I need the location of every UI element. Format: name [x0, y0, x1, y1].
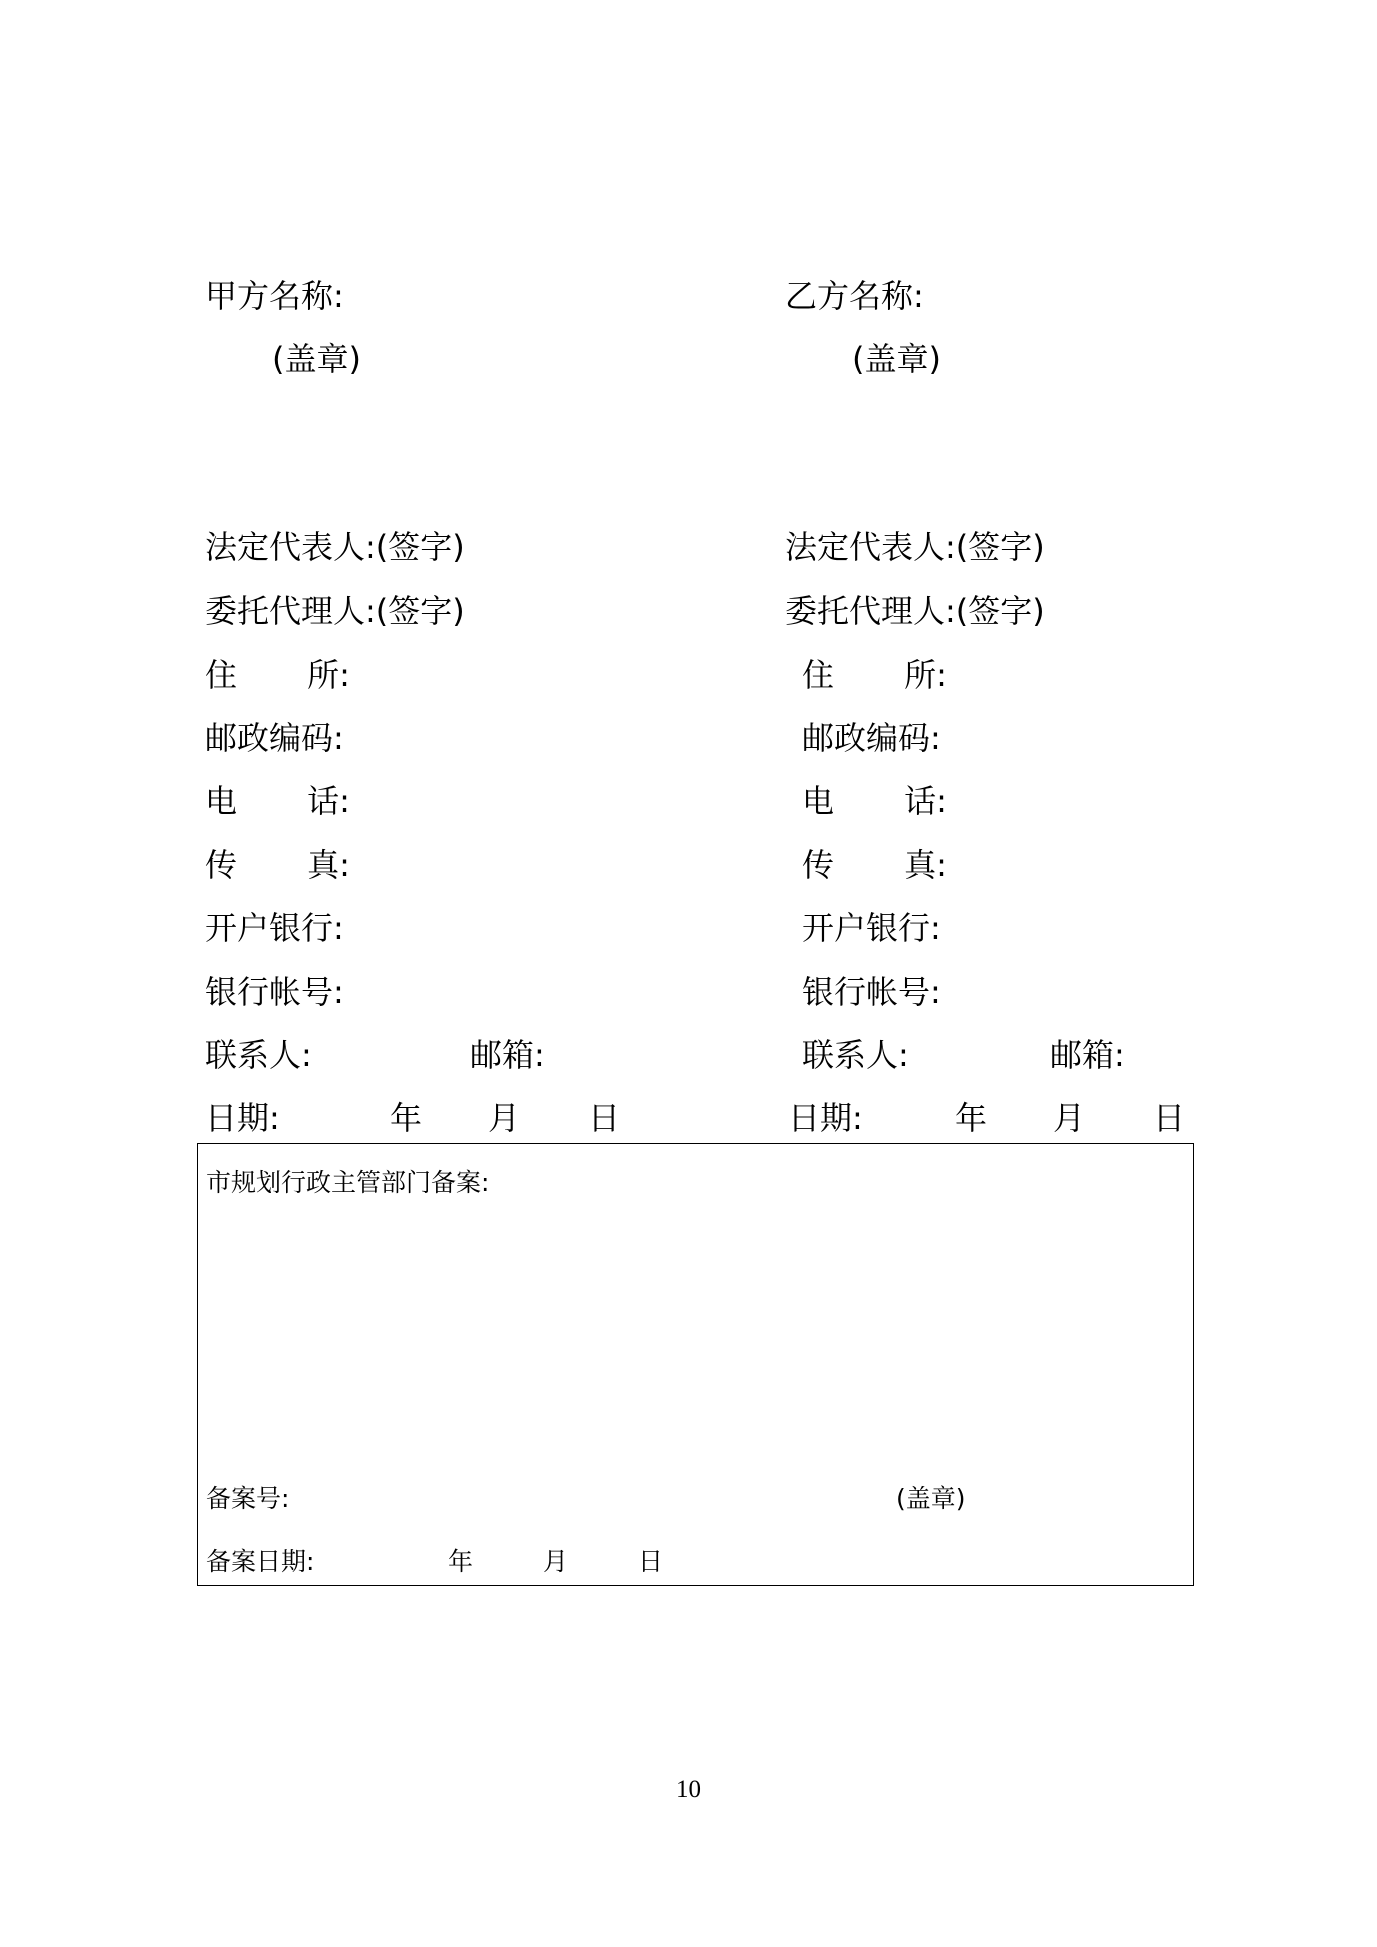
filing-title: 市规划行政主管部门备案:	[206, 1168, 490, 1197]
filing-number-label: 备案号:	[206, 1484, 290, 1513]
party-b-seal: (盖章)	[852, 340, 941, 378]
party-b-email: 邮箱:	[1050, 1036, 1125, 1074]
filing-seal: (盖章)	[896, 1484, 966, 1513]
party-a-fax: 传 真:	[205, 846, 350, 884]
party-b-account: 银行帐号:	[802, 973, 941, 1011]
filing-date-year: 年	[448, 1547, 474, 1576]
party-a-address: 住 所:	[205, 656, 350, 694]
party-b-bank: 开户银行:	[802, 909, 941, 947]
party-a-bank: 开户银行:	[205, 909, 344, 947]
party-a-name-label: 甲方名称:	[205, 277, 344, 315]
party-b-date-year: 年	[955, 1099, 988, 1137]
party-a-contact: 联系人:	[205, 1036, 312, 1074]
party-b-phone: 电 话:	[802, 782, 947, 820]
party-a-agent: 委托代理人:(签字)	[205, 592, 465, 630]
party-b-name-label: 乙方名称:	[785, 277, 924, 315]
party-b-contact: 联系人:	[802, 1036, 909, 1074]
party-b-postcode: 邮政编码:	[802, 719, 941, 757]
party-b-date-month: 月	[1053, 1099, 1086, 1137]
party-b-agent: 委托代理人:(签字)	[785, 592, 1045, 630]
party-b-date-label: 日期:	[788, 1099, 863, 1137]
party-a-phone: 电 话:	[205, 782, 350, 820]
party-a-postcode: 邮政编码:	[205, 719, 344, 757]
party-b-fax: 传 真:	[802, 846, 947, 884]
filing-date-day: 日	[638, 1547, 664, 1576]
party-b-date-day: 日	[1153, 1099, 1186, 1137]
party-b-legal-rep: 法定代表人:(签字)	[785, 528, 1045, 566]
party-a-date-day: 日	[588, 1099, 621, 1137]
party-a-date-label: 日期:	[205, 1099, 280, 1137]
party-a-date-year: 年	[390, 1099, 423, 1137]
party-b-address: 住 所:	[802, 656, 947, 694]
page-number: 10	[676, 1776, 701, 1803]
party-a-email: 邮箱:	[470, 1036, 545, 1074]
party-a-legal-rep: 法定代表人:(签字)	[205, 528, 465, 566]
party-a-account: 银行帐号:	[205, 973, 344, 1011]
party-a-date-month: 月	[488, 1099, 521, 1137]
filing-date-month: 月	[543, 1547, 569, 1576]
filing-box	[197, 1143, 1194, 1586]
filing-date-label: 备案日期:	[206, 1547, 315, 1576]
party-a-seal: (盖章)	[272, 340, 361, 378]
